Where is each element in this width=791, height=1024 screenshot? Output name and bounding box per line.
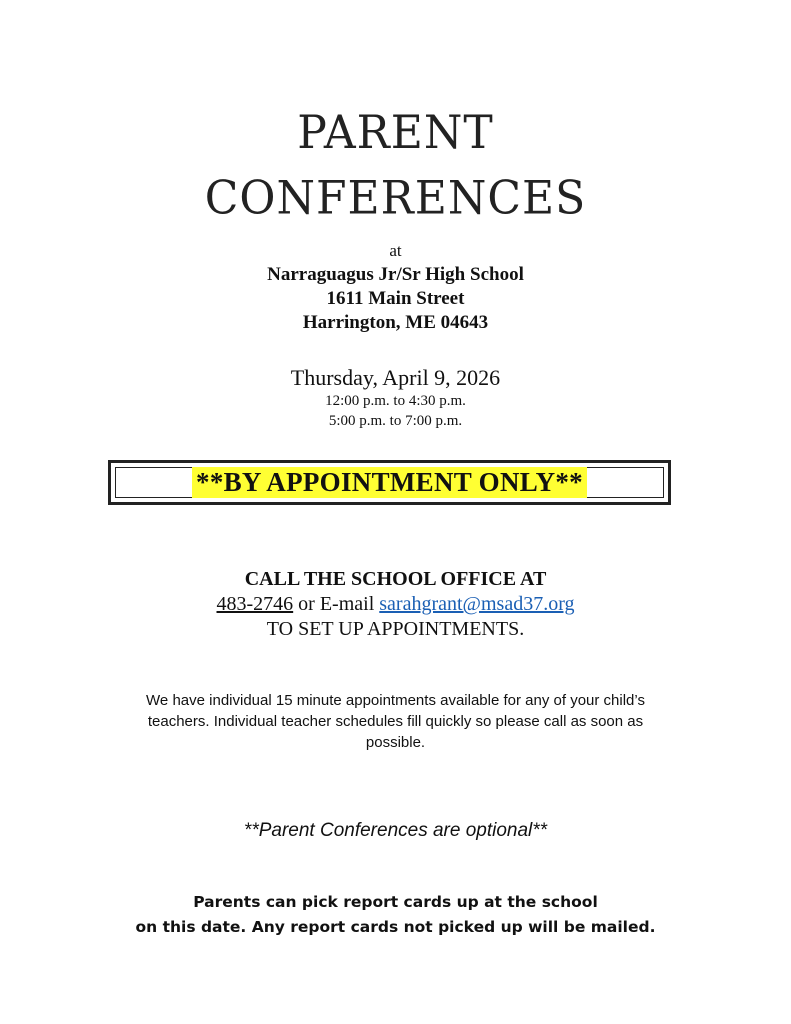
note-line-1: We have individual 15 minute appointments available for any of your child’s	[146, 692, 645, 709]
contact-block	[0, 567, 791, 642]
report-line-1: Parents can pick report cards up at the school	[193, 893, 598, 911]
title-line-2: CONFERENCES	[204, 171, 587, 225]
location-at: at	[389, 241, 402, 260]
school-name: Narraguagus Jr/Sr High School	[267, 264, 524, 285]
or-email-text: or E-mail	[293, 593, 380, 615]
time-slot-2: 5:00 p.m. to 7:00 p.m.	[328, 413, 463, 429]
conference-date: Thursday, April 9, 2026	[290, 365, 501, 390]
street-address: 1611 Main Street	[326, 288, 465, 309]
report-line-2: on this date. Any report cards not picked up will be mailed.	[135, 918, 656, 936]
optional-note: **Parent Conferences are optional**	[243, 820, 548, 841]
location-block	[0, 263, 791, 335]
time-slot-1: 12:00 p.m. to 4:30 p.m.	[325, 393, 466, 409]
appointment-banner-text: **BY APPOINTMENT ONLY**	[192, 467, 587, 498]
appointment-banner-frame	[115, 467, 664, 498]
contact-heading: CALL THE SCHOOL OFFICE AT	[244, 568, 547, 590]
title-line-1: PARENT	[297, 106, 494, 160]
city-state-zip: Harrington, ME 04643	[302, 312, 489, 333]
page-title	[0, 101, 791, 231]
report-cards-note	[0, 890, 791, 940]
note-line-2: teachers. Individual teacher schedules fill quickly so please call as soon as	[147, 713, 644, 730]
contact-line	[0, 592, 791, 617]
phone-link[interactable]: 483-2746	[216, 593, 294, 615]
setup-text: TO SET UP APPOINTMENTS.	[266, 618, 525, 640]
appointment-note	[110, 690, 681, 753]
email-link[interactable]: sarahgrant@msad37.org	[379, 593, 575, 615]
appointment-banner	[108, 460, 671, 505]
note-line-3: possible.	[365, 734, 426, 751]
time-slots	[0, 391, 791, 431]
